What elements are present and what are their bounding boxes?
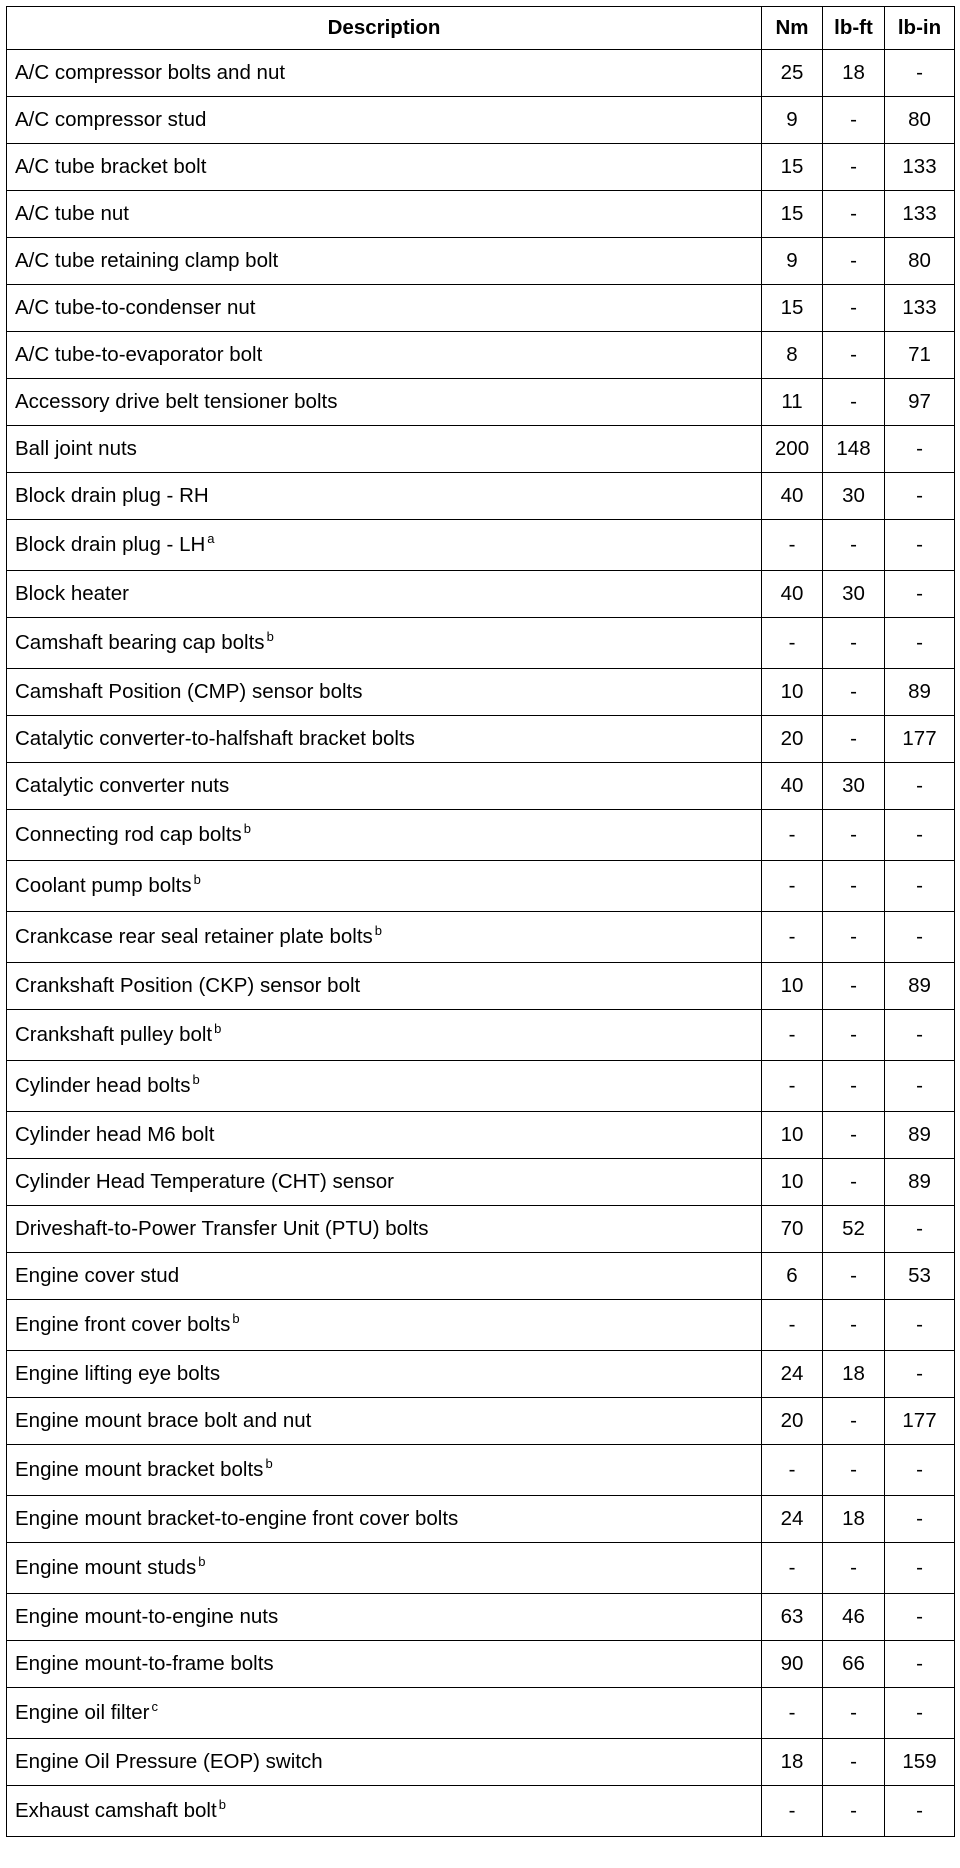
cell-lb-ft: - bbox=[823, 1112, 885, 1159]
description-text: A/C tube bracket bolt bbox=[15, 154, 207, 178]
cell-lb-ft: - bbox=[823, 191, 885, 238]
cell-lb-ft: - bbox=[823, 144, 885, 191]
table-row bbox=[7, 1641, 955, 1688]
footnote-marker: a bbox=[207, 530, 215, 546]
cell-nm: 9 bbox=[762, 238, 823, 285]
cell-nm: 10 bbox=[762, 669, 823, 716]
cell-nm: - bbox=[762, 1061, 823, 1112]
cell-description bbox=[7, 1300, 762, 1351]
cell-lb-ft: - bbox=[823, 238, 885, 285]
cell-lb-in: - bbox=[885, 1543, 955, 1594]
cell-lb-in: - bbox=[885, 1445, 955, 1496]
cell-description bbox=[7, 379, 762, 426]
cell-lb-ft: - bbox=[823, 1688, 885, 1739]
cell-description bbox=[7, 1159, 762, 1206]
cell-nm: 63 bbox=[762, 1594, 823, 1641]
description-text: Accessory drive belt tensioner bolts bbox=[15, 389, 338, 413]
cell-nm: - bbox=[762, 1010, 823, 1061]
description-text: Coolant pump bolts bbox=[15, 873, 192, 897]
table-row bbox=[7, 618, 955, 669]
cell-lb-in: - bbox=[885, 1786, 955, 1837]
description-text: A/C tube retaining clamp bolt bbox=[15, 248, 279, 272]
cell-description bbox=[7, 285, 762, 332]
cell-nm: 11 bbox=[762, 379, 823, 426]
cell-lb-in: 177 bbox=[885, 1398, 955, 1445]
cell-description bbox=[7, 191, 762, 238]
cell-lb-ft: 46 bbox=[823, 1594, 885, 1641]
cell-lb-ft: 18 bbox=[823, 50, 885, 97]
footnote-marker: b bbox=[193, 871, 201, 887]
description-text: Camshaft bearing cap bolts bbox=[15, 630, 265, 654]
cell-lb-ft: - bbox=[823, 810, 885, 861]
cell-lb-in: 159 bbox=[885, 1739, 955, 1786]
description-text: Engine lifting eye bolts bbox=[15, 1361, 221, 1385]
cell-description bbox=[7, 1739, 762, 1786]
cell-lb-ft: - bbox=[823, 1543, 885, 1594]
description-text: Engine front cover bolts bbox=[15, 1312, 231, 1336]
cell-lb-ft: - bbox=[823, 963, 885, 1010]
cell-nm: 10 bbox=[762, 963, 823, 1010]
description-text: Driveshaft-to-Power Transfer Unit (PTU) bolts bbox=[15, 1216, 429, 1240]
cell-lb-in: - bbox=[885, 618, 955, 669]
table-row bbox=[7, 1445, 955, 1496]
cell-description bbox=[7, 1786, 762, 1837]
description-text: Cylinder head bolts bbox=[15, 1073, 191, 1097]
footnote-marker: b bbox=[374, 922, 383, 938]
description-text: A/C tube-to-condenser nut bbox=[15, 295, 256, 319]
cell-description bbox=[7, 50, 762, 97]
cell-lb-in: 53 bbox=[885, 1253, 955, 1300]
cell-lb-ft: - bbox=[823, 1159, 885, 1206]
cell-lb-in: 97 bbox=[885, 379, 955, 426]
cell-lb-ft: - bbox=[823, 1445, 885, 1496]
cell-nm: 9 bbox=[762, 97, 823, 144]
table-row bbox=[7, 1543, 955, 1594]
cell-nm: 8 bbox=[762, 332, 823, 379]
footnote-marker: b bbox=[218, 1796, 226, 1812]
description-text: Catalytic converter-to-halfshaft bracket bolts bbox=[15, 726, 415, 750]
cell-lb-ft: 66 bbox=[823, 1641, 885, 1688]
footnote-marker: b bbox=[198, 1553, 206, 1569]
cell-lb-ft: - bbox=[823, 716, 885, 763]
cell-nm: 15 bbox=[762, 285, 823, 332]
table-row bbox=[7, 861, 955, 912]
cell-description bbox=[7, 1496, 762, 1543]
cell-lb-in: - bbox=[885, 861, 955, 912]
cell-lb-ft: - bbox=[823, 285, 885, 332]
table-row bbox=[7, 238, 955, 285]
table-row bbox=[7, 50, 955, 97]
torque-spec-table bbox=[6, 6, 955, 1837]
cell-nm: - bbox=[762, 618, 823, 669]
description-text: Cylinder head M6 bolt bbox=[15, 1122, 215, 1146]
cell-lb-in: 80 bbox=[885, 97, 955, 144]
cell-description bbox=[7, 1010, 762, 1061]
cell-lb-in: 89 bbox=[885, 1112, 955, 1159]
cell-lb-ft: 18 bbox=[823, 1496, 885, 1543]
cell-lb-in: 89 bbox=[885, 963, 955, 1010]
cell-nm: 40 bbox=[762, 571, 823, 618]
cell-lb-ft: - bbox=[823, 97, 885, 144]
description-text: Block heater bbox=[15, 581, 129, 605]
cell-nm: - bbox=[762, 912, 823, 963]
cell-description bbox=[7, 1206, 762, 1253]
cell-nm: 18 bbox=[762, 1739, 823, 1786]
cell-lb-in: - bbox=[885, 810, 955, 861]
cell-lb-ft: - bbox=[823, 669, 885, 716]
cell-lb-ft: - bbox=[823, 1010, 885, 1061]
table-row bbox=[7, 1786, 955, 1837]
description-text: Connecting rod cap bolts bbox=[15, 822, 242, 846]
description-text: Engine oil filter bbox=[15, 1700, 150, 1724]
table-row bbox=[7, 810, 955, 861]
cell-lb-ft: - bbox=[823, 618, 885, 669]
cell-nm: 10 bbox=[762, 1112, 823, 1159]
table-row bbox=[7, 763, 955, 810]
description-text: A/C compressor bolts and nut bbox=[15, 60, 286, 84]
cell-nm: 40 bbox=[762, 473, 823, 520]
cell-lb-in: - bbox=[885, 473, 955, 520]
cell-lb-in: - bbox=[885, 571, 955, 618]
table-row bbox=[7, 285, 955, 332]
cell-lb-in: - bbox=[885, 1688, 955, 1739]
cell-lb-in: 133 bbox=[885, 285, 955, 332]
cell-nm: 40 bbox=[762, 763, 823, 810]
cell-lb-ft: - bbox=[823, 912, 885, 963]
cell-description bbox=[7, 1398, 762, 1445]
cell-lb-ft: 30 bbox=[823, 763, 885, 810]
description-text: Camshaft Position (CMP) sensor bolts bbox=[15, 679, 363, 703]
table-row bbox=[7, 1253, 955, 1300]
header-row bbox=[7, 7, 955, 50]
cell-description bbox=[7, 1688, 762, 1739]
table-row bbox=[7, 1496, 955, 1543]
footnote-marker: b bbox=[192, 1071, 200, 1087]
table-row bbox=[7, 1739, 955, 1786]
header-description: Description bbox=[7, 7, 762, 50]
cell-description bbox=[7, 1543, 762, 1594]
cell-lb-ft: 148 bbox=[823, 426, 885, 473]
description-text: Engine mount brace bolt and nut bbox=[15, 1408, 312, 1432]
cell-description bbox=[7, 571, 762, 618]
cell-lb-ft: - bbox=[823, 861, 885, 912]
cell-description bbox=[7, 238, 762, 285]
cell-lb-in: 133 bbox=[885, 191, 955, 238]
table-row bbox=[7, 97, 955, 144]
cell-nm: 25 bbox=[762, 50, 823, 97]
cell-nm: - bbox=[762, 1543, 823, 1594]
description-text: Engine mount studs bbox=[15, 1555, 197, 1579]
cell-lb-in: - bbox=[885, 912, 955, 963]
description-text: Block drain plug - RH bbox=[15, 483, 209, 507]
cell-lb-in: 89 bbox=[885, 669, 955, 716]
cell-lb-in: 177 bbox=[885, 716, 955, 763]
cell-lb-ft: - bbox=[823, 332, 885, 379]
cell-lb-in: 133 bbox=[885, 144, 955, 191]
cell-description bbox=[7, 1594, 762, 1641]
cell-lb-in: 89 bbox=[885, 1159, 955, 1206]
table-row bbox=[7, 1688, 955, 1739]
footnote-marker: b bbox=[243, 820, 252, 836]
footnote-marker: b bbox=[232, 1310, 240, 1326]
cell-nm: - bbox=[762, 861, 823, 912]
cell-nm: - bbox=[762, 1688, 823, 1739]
cell-lb-in: - bbox=[885, 1641, 955, 1688]
cell-description bbox=[7, 618, 762, 669]
cell-description bbox=[7, 1445, 762, 1496]
cell-lb-ft: - bbox=[823, 520, 885, 571]
table-row bbox=[7, 520, 955, 571]
cell-nm: 20 bbox=[762, 716, 823, 763]
description-text: Engine mount-to-frame bolts bbox=[15, 1651, 274, 1675]
cell-description bbox=[7, 1253, 762, 1300]
table-row bbox=[7, 426, 955, 473]
cell-lb-in: - bbox=[885, 50, 955, 97]
cell-lb-ft: - bbox=[823, 1786, 885, 1837]
table-row bbox=[7, 473, 955, 520]
cell-lb-in: - bbox=[885, 1496, 955, 1543]
table-row bbox=[7, 669, 955, 716]
cell-lb-in: - bbox=[885, 426, 955, 473]
table-header bbox=[7, 7, 955, 50]
cell-lb-ft: - bbox=[823, 1739, 885, 1786]
cell-lb-in: 80 bbox=[885, 238, 955, 285]
description-text: Catalytic converter nuts bbox=[15, 773, 230, 797]
description-text: Engine cover stud bbox=[15, 1263, 180, 1287]
cell-lb-in: - bbox=[885, 520, 955, 571]
description-text: Crankshaft Position (CKP) sensor bolt bbox=[15, 973, 361, 997]
description-text: Engine Oil Pressure (EOP) switch bbox=[15, 1749, 323, 1773]
cell-description bbox=[7, 1112, 762, 1159]
cell-description bbox=[7, 963, 762, 1010]
cell-lb-ft: 18 bbox=[823, 1351, 885, 1398]
header-lb-ft: lb-ft bbox=[823, 7, 885, 50]
table-row bbox=[7, 144, 955, 191]
cell-lb-ft: - bbox=[823, 379, 885, 426]
cell-lb-in: - bbox=[885, 1594, 955, 1641]
cell-lb-in: 71 bbox=[885, 332, 955, 379]
table-row bbox=[7, 1206, 955, 1253]
cell-description bbox=[7, 763, 762, 810]
cell-nm: - bbox=[762, 810, 823, 861]
description-text: Engine mount bracket-to-engine front cover bolts bbox=[15, 1506, 459, 1530]
description-text: Engine mount-to-engine nuts bbox=[15, 1604, 279, 1628]
cell-nm: 24 bbox=[762, 1496, 823, 1543]
description-text: Ball joint nuts bbox=[15, 436, 137, 460]
cell-lb-ft: - bbox=[823, 1061, 885, 1112]
footnote-marker: b bbox=[214, 1020, 222, 1036]
footnote-marker: b bbox=[266, 628, 274, 644]
cell-nm: 70 bbox=[762, 1206, 823, 1253]
table-row bbox=[7, 716, 955, 763]
table-row bbox=[7, 1594, 955, 1641]
table-row bbox=[7, 571, 955, 618]
cell-lb-in: - bbox=[885, 1206, 955, 1253]
footnote-marker: c bbox=[151, 1698, 158, 1714]
cell-description bbox=[7, 332, 762, 379]
cell-description bbox=[7, 473, 762, 520]
cell-lb-in: - bbox=[885, 1061, 955, 1112]
cell-nm: 10 bbox=[762, 1159, 823, 1206]
cell-description bbox=[7, 426, 762, 473]
cell-lb-in: - bbox=[885, 1351, 955, 1398]
cell-description bbox=[7, 861, 762, 912]
header-nm: Nm bbox=[762, 7, 823, 50]
cell-nm: 24 bbox=[762, 1351, 823, 1398]
cell-lb-in: - bbox=[885, 763, 955, 810]
footnote-marker: b bbox=[265, 1455, 273, 1471]
cell-lb-ft: - bbox=[823, 1300, 885, 1351]
cell-description bbox=[7, 520, 762, 571]
description-text: Exhaust camshaft bolt bbox=[15, 1798, 217, 1822]
table-row bbox=[7, 1061, 955, 1112]
description-text: Crankshaft pulley bolt bbox=[15, 1022, 213, 1046]
cell-lb-ft: 30 bbox=[823, 473, 885, 520]
description-text: Block drain plug - LH bbox=[15, 532, 206, 556]
description-text: Engine mount bracket bolts bbox=[15, 1457, 264, 1481]
table-row bbox=[7, 332, 955, 379]
table-row bbox=[7, 1398, 955, 1445]
cell-description bbox=[7, 1641, 762, 1688]
cell-description bbox=[7, 97, 762, 144]
cell-lb-ft: 52 bbox=[823, 1206, 885, 1253]
cell-nm: - bbox=[762, 1786, 823, 1837]
table-row bbox=[7, 912, 955, 963]
cell-description bbox=[7, 1351, 762, 1398]
table-row bbox=[7, 1159, 955, 1206]
cell-description bbox=[7, 669, 762, 716]
cell-lb-ft: 30 bbox=[823, 571, 885, 618]
cell-description bbox=[7, 912, 762, 963]
table-body bbox=[7, 50, 955, 1837]
table-row bbox=[7, 963, 955, 1010]
description-text: A/C tube nut bbox=[15, 201, 129, 225]
header-lb-in: lb-in bbox=[885, 7, 955, 50]
cell-description bbox=[7, 144, 762, 191]
cell-nm: 200 bbox=[762, 426, 823, 473]
description-text: A/C tube-to-evaporator bolt bbox=[15, 342, 263, 366]
cell-lb-in: - bbox=[885, 1300, 955, 1351]
cell-nm: - bbox=[762, 1445, 823, 1496]
table-row bbox=[7, 1112, 955, 1159]
cell-description bbox=[7, 810, 762, 861]
cell-nm: - bbox=[762, 520, 823, 571]
cell-nm: 6 bbox=[762, 1253, 823, 1300]
cell-nm: - bbox=[762, 1300, 823, 1351]
description-text: Cylinder Head Temperature (CHT) sensor bbox=[15, 1169, 395, 1193]
cell-nm: 90 bbox=[762, 1641, 823, 1688]
description-text: Crankcase rear seal retainer plate bolts bbox=[15, 924, 373, 948]
cell-lb-ft: - bbox=[823, 1253, 885, 1300]
table-row bbox=[7, 1351, 955, 1398]
table-row bbox=[7, 1010, 955, 1061]
cell-nm: 20 bbox=[762, 1398, 823, 1445]
description-text: A/C compressor stud bbox=[15, 107, 207, 131]
cell-nm: 15 bbox=[762, 144, 823, 191]
cell-lb-ft: - bbox=[823, 1398, 885, 1445]
cell-lb-in: - bbox=[885, 1010, 955, 1061]
table-row bbox=[7, 191, 955, 238]
table-row bbox=[7, 379, 955, 426]
cell-description bbox=[7, 1061, 762, 1112]
table-row bbox=[7, 1300, 955, 1351]
cell-description bbox=[7, 716, 762, 763]
cell-nm: 15 bbox=[762, 191, 823, 238]
